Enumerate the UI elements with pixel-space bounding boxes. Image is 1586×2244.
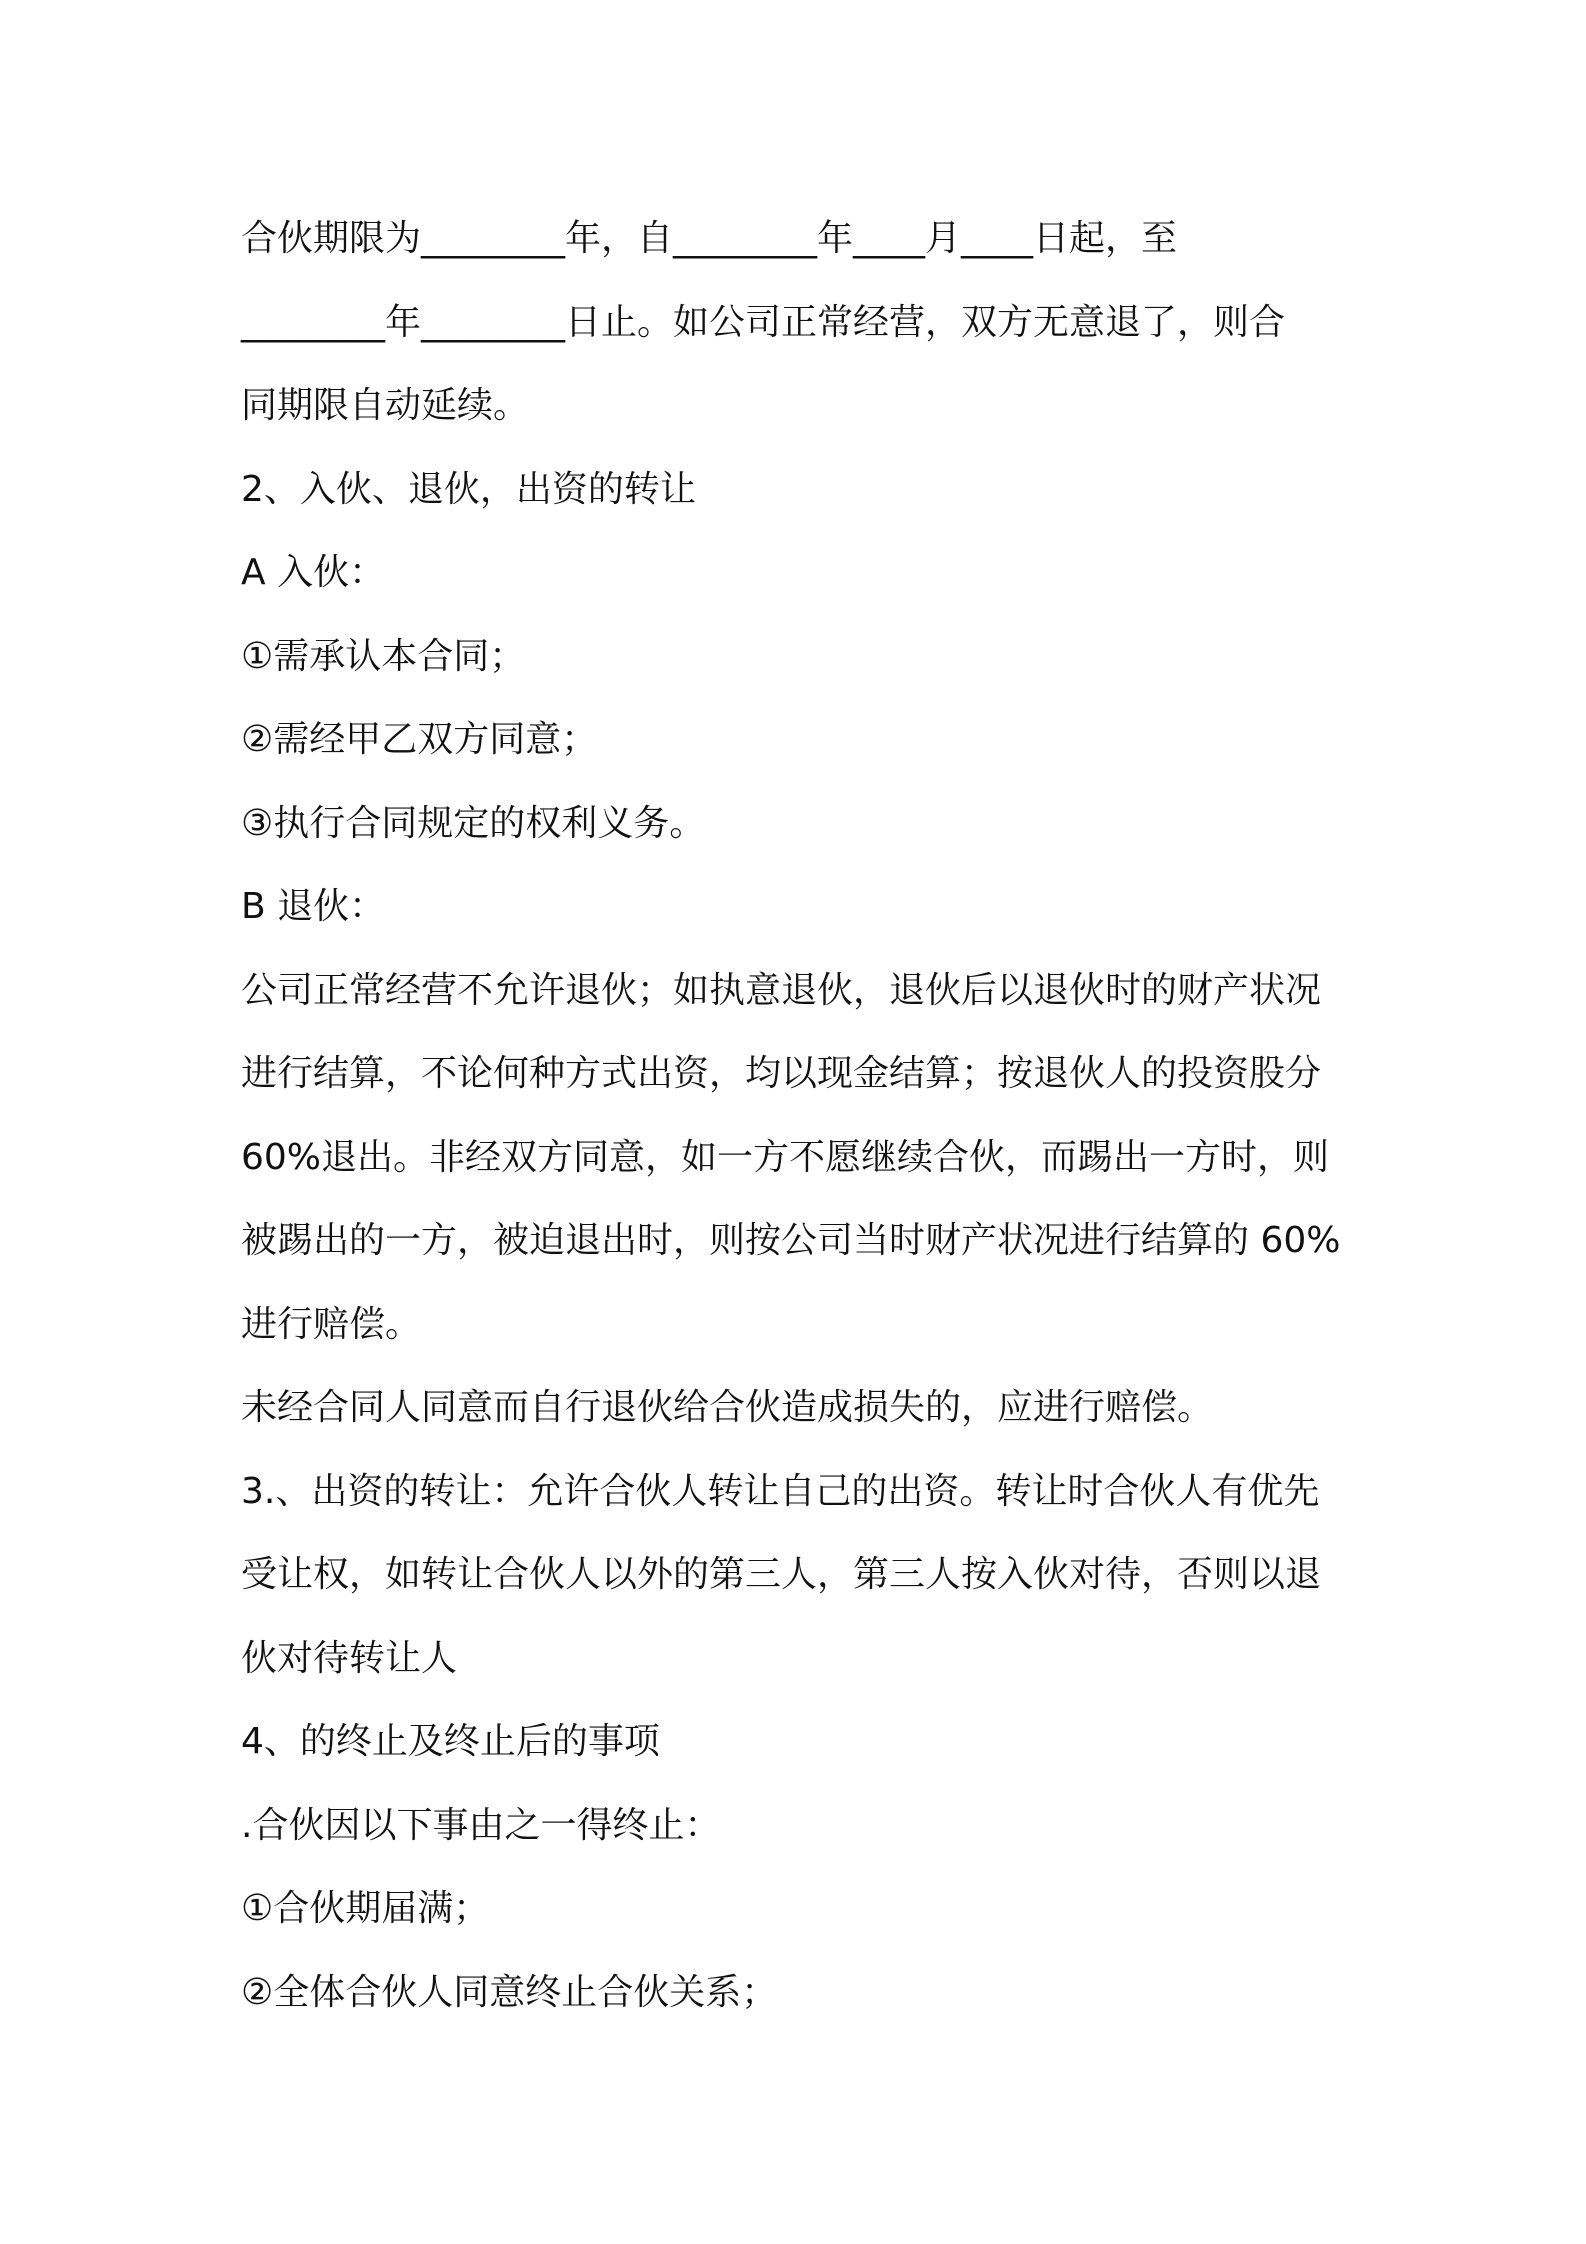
- section-heading: 4、的终止及终止后的事项: [241, 1721, 660, 1762]
- text-line: 60%退出。非经双方同意，如一方不愿继续合伙，而踢出一方时，则: [241, 1136, 1330, 1178]
- list-item: ②需经甲乙双方同意；: [241, 719, 598, 760]
- list-item: ①需承认本合同；: [241, 635, 526, 677]
- document-body: [241, 197, 1361, 2034]
- text-line: 受让权，如转让合伙人以外的第三人，第三人按入伙对待，否则以退: [241, 1554, 1322, 1595]
- text-line: 合伙期限为________年，自________年____月____日起，至: [241, 218, 1178, 259]
- text-line: 公司正常经营不允许退伙；如执意退伙，退伙后以退伙时的财产状况: [241, 969, 1322, 1011]
- text-line: 被踢出的一方，被迫退出时，则按公司当时财产状况进行结算的 60%: [241, 1220, 1341, 1261]
- text-line: .合伙因以下事由之一得终止：: [241, 1804, 721, 1846]
- text-line: 同期限自动延续。: [241, 385, 530, 426]
- list-item: ③执行合同规定的权利义务。: [241, 802, 706, 844]
- list-item: ①合伙期届满；: [241, 1888, 490, 1929]
- text-line: ________年________日止。如公司正常经营，双方无意退了，则合: [241, 301, 1286, 343]
- subsection-heading: B 退伙：: [241, 886, 386, 927]
- text-line: 伙对待转让人: [241, 1637, 458, 1679]
- text-line: 未经合同人同意而自行退伙给合伙造成损失的，应进行赔偿。: [241, 1387, 1214, 1428]
- subsection-heading: A 入伙：: [241, 552, 386, 593]
- list-item: ②全体合伙人同意终止合伙关系；: [241, 1971, 778, 2013]
- section-heading: 2、入伙、退伙，出资的转让: [241, 468, 696, 510]
- text-line: 进行结算，不论何种方式出资，均以现金结算；按退伙人的投资股分: [241, 1053, 1322, 1094]
- text-line: 进行赔偿。: [241, 1303, 422, 1345]
- section-heading: 3.、出资的转让：允许合伙人转让自己的出资。转让时合伙人有优先: [241, 1470, 1320, 1512]
